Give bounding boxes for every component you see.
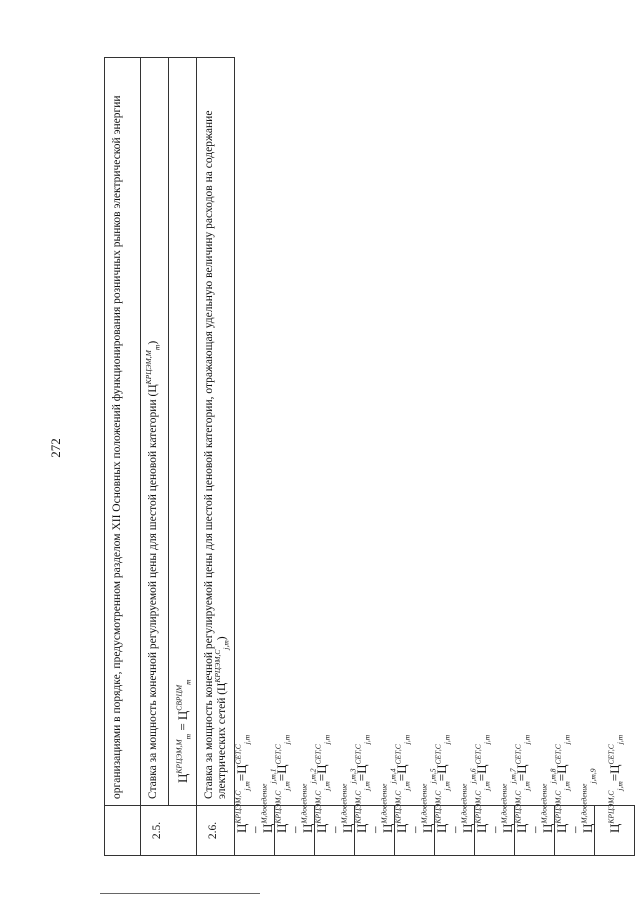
- table-row: [105, 58, 141, 856]
- formula-2-6: $Ц^{КРЦЭМ,С}_{j,m}=Ц^{СЕТ,С}_{j,m} - Ц^{М,доведение}_{j,m,1}$: [235, 806, 275, 856]
- table-row: [315, 58, 355, 856]
- row-number: 2.5.: [141, 806, 197, 856]
- formula-2-6: $Ц^{КРЦЭМ,С}_{j,m}=Ц^{СЕТ,С}_{j,m} - Ц^{М,доведение}_{j,m,8}$: [515, 806, 555, 856]
- table-row: [235, 58, 275, 856]
- table-row: [275, 58, 315, 856]
- table-row: [595, 58, 635, 856]
- tariff-table: [104, 57, 635, 856]
- formula-rows: [235, 58, 635, 856]
- footer-rule: [100, 893, 260, 894]
- table-row: [475, 58, 515, 856]
- table-row: [395, 58, 435, 856]
- table-row: [169, 58, 197, 856]
- formula-2-6: $Ц^{КРЦЭМ,С}_{j,m}=Ц^{СЕТ,С}_{j,m} - Ц^{М,доведение}_{j,m,5}$: [395, 806, 435, 856]
- row-number: 2.6.: [197, 806, 235, 856]
- intro-text: организациями в порядке, предусмотренном разделом XII Основных положений функционирования розничных рынков электрической энергии: [105, 58, 141, 806]
- formula-2-6: $Ц^{КРЦЭМ,С}_{j,m}=Ц^{СЕТ,С}_{j,m} - Ц^{М,доведение}_{j,m,4}$: [355, 806, 395, 856]
- row-2-6-heading: Ставка за мощность конечной регулируемой цены для шестой ценовой категории, отражающая удельную величину расходов на содержание электрических сетей $(Ц^{КРЦЭМ,С}_{j,m})$: [197, 58, 235, 806]
- formula-2-6: $Ц^{КРЦЭМ,С}_{j,m}=Ц^{СЕТ,С}_{j,m} - Ц^{М,доведение}_{j,m,6}$: [435, 806, 475, 856]
- formula-2-6: $Ц^{КРЦЭМ,С}_{j,m}=Ц^{СЕТ,С}_{j,m} - Ц^{М,доведение}_{j,m,2}$: [275, 806, 315, 856]
- table-row: [515, 58, 555, 856]
- table-container: [104, 58, 625, 856]
- table-row: [435, 58, 475, 856]
- rotated-table-wrapper: [104, 58, 625, 856]
- table-row: [355, 58, 395, 856]
- formula-2-6: $Ц^{КРЦЭМ,С}_{j,m}=Ц^{СЕТ,С}_{j,m} - Ц^{М,доведение}_{j,m,3}$: [315, 806, 355, 856]
- num-cell-empty: [105, 806, 141, 856]
- formula-2-6: $Ц^{КРЦЭМ,С}_{j,m}=Ц^{СЕТ,С}_{j,m}$: [595, 806, 635, 856]
- table-row: [555, 58, 595, 856]
- table-row: [197, 58, 235, 856]
- row-2-5-heading: Ставка за мощность конечной регулируемой цены для шестой ценовой категории $(Ц^{КРЦЭМ,М}_m)$: [141, 58, 169, 806]
- page-number: 272: [48, 438, 63, 458]
- formula-2-5: $Ц^{КРЦЭМ,М}_m = Ц^{СВРЦМ}_m$: [169, 58, 197, 806]
- formula-2-6: $Ц^{КРЦЭМ,С}_{j,m}=Ц^{СЕТ,С}_{j,m} - Ц^{М,доведение}_{j,m,7}$: [475, 806, 515, 856]
- formula-2-6: $Ц^{КРЦЭМ,С}_{j,m}=Ц^{СЕТ,С}_{j,m} - Ц^{М,доведение}_{j,m,9}$: [555, 806, 595, 856]
- table-row: [141, 58, 169, 856]
